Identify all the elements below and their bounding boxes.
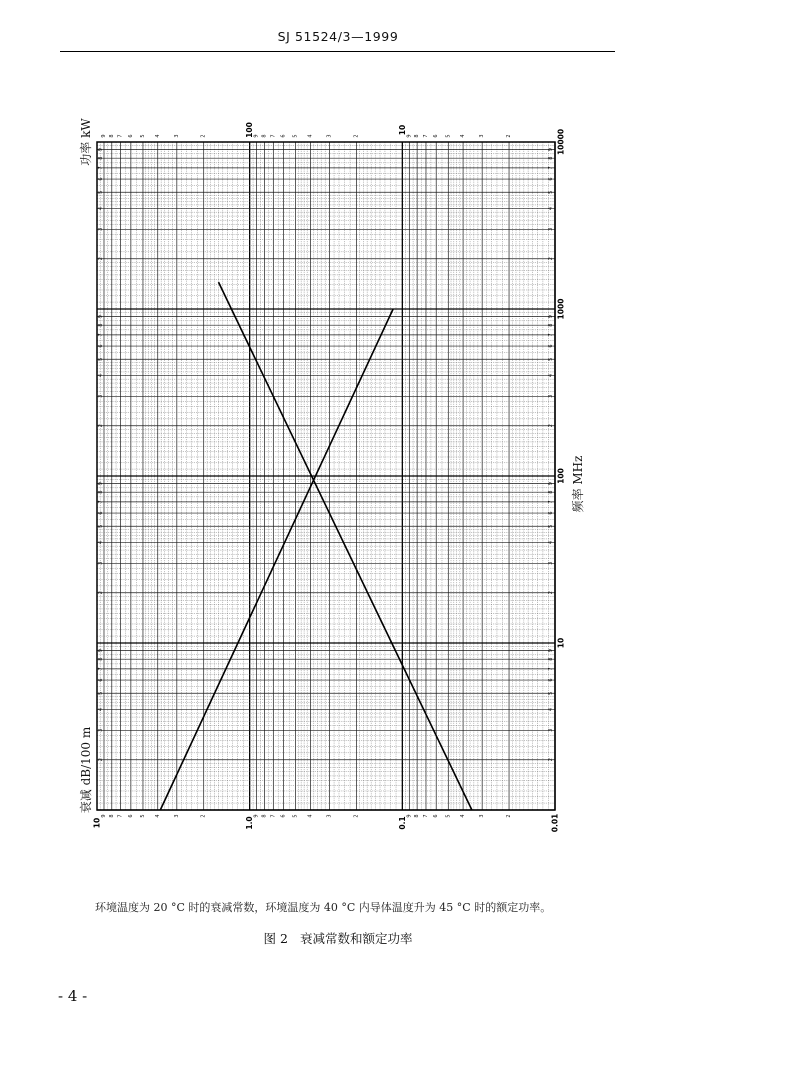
frequency-minor-tick-label-right: 9 (548, 315, 554, 319)
frequency-minor-tick-label-right: 6 (548, 678, 554, 682)
frequency-minor-tick-label-left: 8 (98, 490, 104, 494)
frequency-minor-tick-label-left: 7 (98, 500, 104, 504)
frequency-minor-tick-label-right: 3 (548, 227, 554, 231)
attenuation-minor-tick-label: 8 (414, 814, 421, 818)
figure-caption (218, 929, 458, 947)
attenuation-minor-tick-label: 8 (108, 814, 115, 818)
frequency-tick-label: 10000 (556, 128, 566, 156)
frequency-minor-tick-label-left: 4 (98, 373, 104, 378)
frequency-minor-tick-label-left: 5 (98, 691, 104, 695)
frequency-minor-tick-label-left: 6 (98, 344, 104, 348)
power-minor-tick-label: 7 (423, 134, 429, 138)
attenuation-minor-tick-label: 3 (173, 814, 180, 818)
attenuation-minor-tick-label: 6 (433, 814, 440, 818)
frequency-minor-tick-label-left: 9 (98, 148, 104, 152)
frequency-minor-tick-label-right: 4 (548, 373, 554, 378)
attenuation-minor-tick-label: 8 (261, 814, 268, 818)
plot-frame (97, 142, 555, 810)
frequency-minor-tick-label-left: 7 (98, 333, 104, 337)
attenuation-minor-tick-label: 9 (253, 814, 260, 818)
frequency-minor-tick-label-right: 4 (548, 206, 554, 211)
power-tick-label: 100 (245, 122, 255, 138)
attenuation-tick-label: 10 (92, 817, 102, 829)
frequency-minor-tick-label-right: 5 (548, 190, 554, 194)
frequency-minor-tick-label-right: 7 (548, 500, 554, 504)
frequency-minor-tick-label-right: 9 (548, 148, 554, 152)
frequency-minor-tick-label-right: 3 (548, 394, 554, 398)
figure-note: 环境温度为 20 °C 时的衰减常数，环境温度为 40 °C 内导体温度升为 45 °C 时的额定功率。 (95, 901, 552, 914)
frequency-minor-tick-label-left: 7 (98, 166, 104, 170)
attenuation-minor-tick-label: 2 (506, 814, 512, 818)
power-minor-tick-label: 2 (506, 134, 512, 138)
power-minor-tick-label: 3 (479, 134, 486, 138)
power-minor-tick-label: 7 (117, 134, 124, 138)
power-minor-tick-label: 9 (253, 134, 260, 138)
frequency-minor-tick-label-right: 5 (548, 691, 554, 695)
frequency-minor-tick-label-left: 5 (98, 190, 104, 194)
power-minor-tick-label: 9 (101, 134, 107, 138)
frequency-minor-tick-label-left: 8 (98, 657, 104, 661)
attenuation-minor-tick-label: 3 (479, 814, 486, 818)
document-number: SJ 51524/3—1999 (277, 29, 399, 44)
frequency-minor-tick-label-right: 6 (548, 511, 554, 515)
frequency-minor-tick-label-right: 8 (548, 490, 554, 494)
power-tick-label: 10 (397, 124, 407, 136)
frequency-minor-tick-label-left: 4 (98, 540, 104, 545)
frequency-minor-tick-label-right: 9 (548, 649, 554, 653)
power-minor-tick-label: 2 (200, 134, 207, 138)
attenuation-tick-label: 0.1 (397, 816, 407, 830)
power-minor-tick-label: 2 (353, 134, 360, 138)
attenuation-minor-tick-label: 4 (154, 814, 161, 818)
power-minor-tick-label: 8 (108, 134, 115, 138)
attenuation-series-line (219, 282, 472, 810)
frequency-minor-tick-label-left: 2 (98, 424, 104, 428)
frequency-minor-tick-label-right: 3 (548, 728, 554, 732)
frequency-minor-tick-label-left: 4 (98, 206, 104, 211)
frequency-minor-tick-label-right: 4 (548, 707, 554, 712)
frequency-minor-tick-label-left: 3 (98, 561, 104, 565)
frequency-minor-tick-label-right: 8 (548, 323, 554, 327)
attenuation-minor-tick-label: 9 (406, 814, 413, 818)
frequency-minor-tick-label-left: 4 (98, 707, 104, 712)
frequency-minor-tick-label-left: 2 (98, 257, 104, 261)
attenuation-minor-tick-label: 7 (117, 814, 124, 818)
frequency-minor-tick-label-left: 3 (98, 728, 104, 732)
frequency-tick-label: 10 (556, 637, 566, 649)
attenuation-minor-tick-label: 2 (200, 814, 207, 818)
frequency-minor-tick-label-left: 7 (98, 667, 104, 671)
power-minor-tick-label: 3 (326, 134, 333, 138)
power-minor-tick-label: 5 (292, 134, 299, 138)
frequency-minor-tick-label-left: 2 (98, 758, 104, 762)
frequency-axis-label: 频率 MHz (571, 455, 585, 513)
frequency-minor-tick-label-right: 9 (548, 482, 554, 486)
frequency-minor-tick-label-right: 2 (548, 424, 554, 428)
frequency-minor-tick-label-right: 5 (548, 357, 554, 361)
power-minor-tick-label: 4 (154, 134, 161, 138)
power-minor-tick-label: 4 (307, 134, 314, 138)
frequency-minor-tick-label-left: 5 (98, 357, 104, 361)
frequency-minor-tick-label-left: 6 (98, 511, 104, 515)
power-minor-tick-label: 5 (445, 134, 452, 138)
power-minor-tick-label: 3 (173, 134, 180, 138)
attenuation-minor-tick-label: 6 (280, 814, 287, 818)
attenuation-minor-tick-label: 4 (460, 814, 467, 818)
frequency-minor-tick-label-right: 4 (548, 540, 554, 545)
attenuation-axis-label: 衰减 dB/100 m (79, 726, 93, 814)
frequency-minor-tick-label-left: 9 (98, 649, 104, 653)
power-minor-tick-label: 6 (127, 134, 134, 138)
attenuation-tick-label: 1.0 (245, 816, 255, 830)
figure-label: 图 2 (263, 931, 288, 946)
frequency-minor-tick-label-right: 2 (548, 257, 554, 261)
frequency-minor-tick-label-right: 5 (548, 524, 554, 528)
frequency-minor-tick-label-right: 8 (548, 657, 554, 661)
attenuation-minor-tick-label: 5 (445, 814, 452, 818)
frequency-minor-tick-label-left: 3 (98, 227, 104, 231)
figure-title: 衰减常数和额定功率 (299, 931, 413, 946)
frequency-minor-tick-label-left: 8 (98, 156, 104, 160)
power-minor-tick-label: 8 (261, 134, 268, 138)
frequency-minor-tick-label-left: 9 (98, 315, 104, 319)
power-axis-label: 功率 kW (79, 118, 93, 166)
attenuation-minor-tick-label: 6 (127, 814, 134, 818)
header-rule (60, 51, 615, 52)
frequency-minor-tick-label-left: 3 (98, 394, 104, 398)
frequency-minor-tick-label-right: 8 (548, 156, 554, 160)
chart-grid (97, 142, 555, 810)
power-minor-tick-label: 9 (406, 134, 413, 138)
attenuation-minor-tick-label: 7 (270, 814, 277, 818)
power-minor-tick-label: 5 (140, 134, 146, 138)
attenuation-minor-tick-label: 2 (353, 814, 360, 818)
frequency-minor-tick-label-right: 2 (548, 591, 554, 595)
frequency-minor-tick-label-left: 9 (98, 482, 104, 486)
frequency-minor-tick-label-right: 7 (548, 667, 554, 671)
attenuation-minor-tick-label: 9 (101, 814, 107, 818)
attenuation-minor-tick-label: 5 (140, 814, 146, 818)
frequency-tick-label: 100 (556, 468, 566, 484)
frequency-minor-tick-label-left: 8 (98, 323, 104, 327)
power-minor-tick-label: 7 (270, 134, 277, 138)
frequency-minor-tick-label-left: 6 (98, 177, 104, 181)
attenuation-tick-label: 0.01 (550, 813, 560, 833)
attenuation-minor-tick-label: 5 (292, 814, 299, 818)
attenuation-minor-tick-label: 7 (423, 814, 429, 818)
frequency-minor-tick-label-left: 6 (98, 678, 104, 682)
power-minor-tick-label: 4 (460, 134, 467, 138)
frequency-minor-tick-label-right: 7 (548, 333, 554, 337)
frequency-minor-tick-label-left: 2 (98, 591, 104, 595)
frequency-minor-tick-label-right: 6 (548, 344, 554, 348)
attenuation-minor-tick-label: 3 (326, 814, 333, 818)
chart-tick-labels (93, 122, 566, 832)
attenuation-minor-tick-label: 4 (307, 814, 314, 818)
power-series-line (160, 309, 393, 810)
frequency-minor-tick-label-right: 6 (548, 177, 554, 181)
power-minor-tick-label: 8 (414, 134, 421, 138)
chart-series (160, 282, 472, 810)
power-minor-tick-label: 6 (280, 134, 287, 138)
frequency-minor-tick-label-right: 2 (548, 758, 554, 762)
frequency-minor-tick-label-right: 3 (548, 561, 554, 565)
page-number: - 4 - (58, 987, 88, 1005)
frequency-minor-tick-label-left: 5 (98, 524, 104, 528)
frequency-minor-tick-label-right: 7 (548, 166, 554, 170)
frequency-tick-label: 1000 (556, 298, 566, 320)
power-minor-tick-label: 6 (433, 134, 440, 138)
